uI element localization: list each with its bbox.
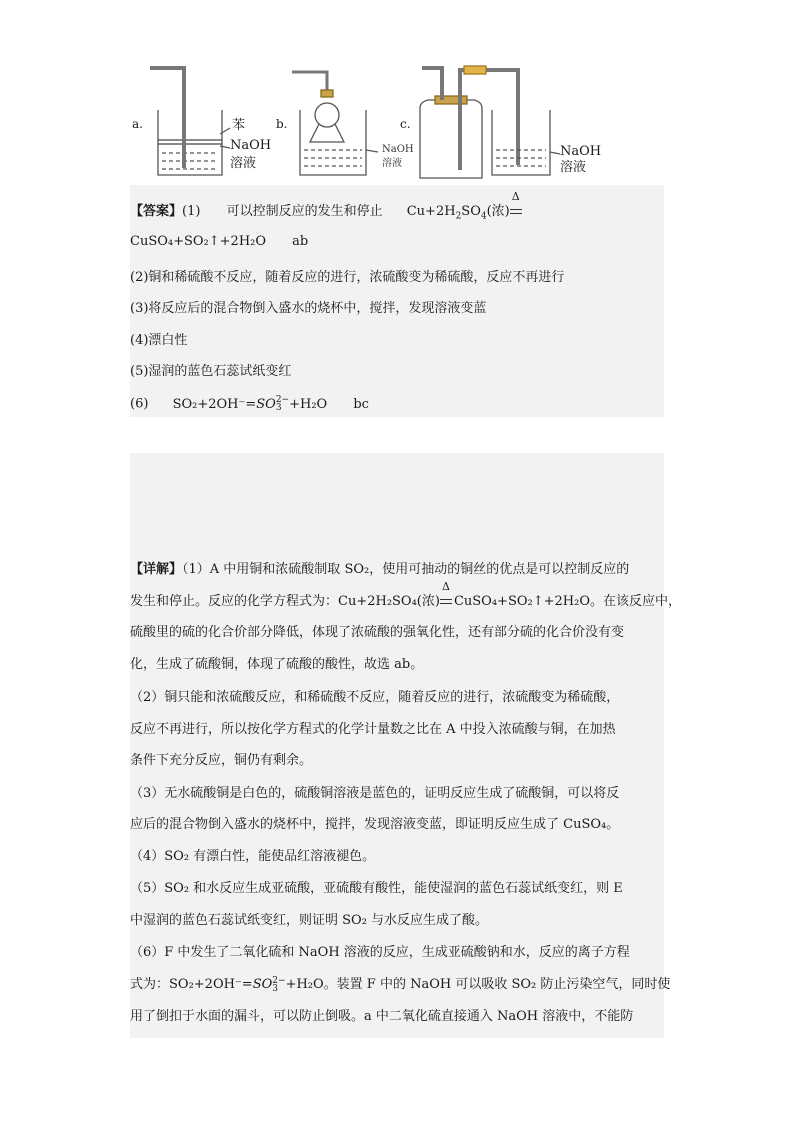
- detail-line-7: 条件下充分反应，铜仍有剩余。: [130, 753, 313, 768]
- naoh-label-b: NaOH: [382, 144, 414, 155]
- bottle-c: [420, 100, 482, 178]
- answer-line-5: (4)漂白性: [130, 333, 188, 348]
- apparatus-figure: [130, 60, 664, 185]
- detail-line-15: 用了倒扣于水面的漏斗，可以防止倒吸。a 中二氧化硫直接通入 NaOH 溶液中，不能防: [130, 1009, 634, 1024]
- detail-line-13: （6）F 中发生了二氧化硫和 NaOH 溶液的反应，生成亚硫酸钠和水，反应的离子方程: [130, 945, 630, 960]
- answer-line-7: [130, 396, 369, 412]
- answer-num-6: (6): [130, 396, 149, 412]
- delta-sign-2: Δ: [441, 580, 450, 593]
- benzene-label: 苯: [232, 118, 246, 133]
- beaker-a: [158, 110, 222, 175]
- answer-choice-1: ab: [292, 234, 309, 249]
- answer-choice-6: bc: [353, 396, 369, 412]
- naoh-label-c: NaOH: [560, 144, 602, 159]
- answer-line-3: (2)铜和稀硫酸不反应，随着反应的进行，浓硫酸变为稀硫酸，反应不再进行: [130, 270, 565, 285]
- detail-line-9: 应后的混合物倒入盛水的烧杯中，搅拌，发现溶液变蓝，即证明反应生成了 CuSO₄。: [130, 817, 620, 832]
- detail-line-4: 化，生成了硫酸铜，体现了硫酸的酸性，故选 ab。: [130, 657, 424, 672]
- answer-line-4: (3)将反应后的混合物倒入盛水的烧杯中，搅拌，发现溶液变蓝: [130, 301, 487, 316]
- answer-equation-6: SO₂+2OH⁻=SO 2− 3 +H₂O: [172, 395, 328, 413]
- detail-line-14: 式为：SO₂+2OH⁻=SO 2− 3 +H₂O。装置 F 中的 NaOH 可以吸收 SO₂ 防止污染空气，同时使: [130, 975, 671, 994]
- beaker-c: [492, 110, 550, 175]
- detail-line-3: 硫酸里的硫的化合价部分降低，体现了浓硫酸的强氧化性，还有部分硫的化合价没有变: [130, 625, 625, 640]
- answer-text-1: 可以控制反应的发生和停止: [226, 204, 383, 219]
- answer-tag: 【答案】: [130, 204, 183, 219]
- detail-line-10: （4）SO₂ 有漂白性，能使品红溶液褪色。: [130, 849, 376, 864]
- detail-line-5: （2）铜只能和浓硫酸反应，和稀硫酸不反应，随着反应的进行，浓硫酸变为稀硫酸，: [130, 690, 620, 705]
- label-a: a.: [132, 117, 143, 131]
- detail-line-6: 反应不再进行，所以按化学方程式的化学计量数之比在 A 中投入浓硫酸与铜，在加热: [130, 722, 616, 737]
- solution-label-c: 溶液: [560, 160, 587, 175]
- detail-tag: 【详解】: [130, 562, 183, 577]
- answer-num-1: (1): [182, 204, 201, 219]
- detail-line-11: （5）SO₂ 和水反应生成亚硫酸，亚硫酸有酸性，能使湿润的蓝色石蕊试纸变红，则 E: [130, 881, 623, 896]
- solution-label-a: 溶液: [230, 156, 257, 171]
- delta-sign: Δ: [511, 190, 520, 203]
- solution-label-b: 溶液: [382, 158, 402, 169]
- detail-line-8: （3）无水硫酸铜是白色的，硫酸铜溶液是蓝色的，证明反应生成了硫酸铜，可以将反: [130, 786, 620, 801]
- label-c: c.: [400, 117, 411, 131]
- detail-line-12: 中湿润的蓝色石蕊试纸变红，则证明 SO₂ 与水反应生成了酸。: [130, 913, 489, 928]
- detail-line-1: 【详解】（1）A 中用铜和浓硫酸制取 SO₂，使用可抽动的铜丝的优点是可以控制反应的: [130, 562, 630, 577]
- detail-line-2: 发生和停止。反应的化学方程式为：Cu+2H₂SO₄(浓) Δ CuSO₄+SO₂↑+2H₂O。在该反应中，: [130, 580, 681, 609]
- answer-line-1: [130, 190, 524, 222]
- label-b: b.: [276, 117, 288, 131]
- naoh-label-a: NaOH: [230, 138, 272, 153]
- answer-line-2: [130, 234, 308, 249]
- answer-equation-1: $Cu+2H_2SO_4$(浓) Δ: [387, 204, 524, 219]
- answer-line-6: (5)湿润的蓝色石蕊试纸变红: [130, 364, 292, 379]
- answer-equation-2: CuSO₄+SO₂↑+2H₂O: [130, 234, 267, 249]
